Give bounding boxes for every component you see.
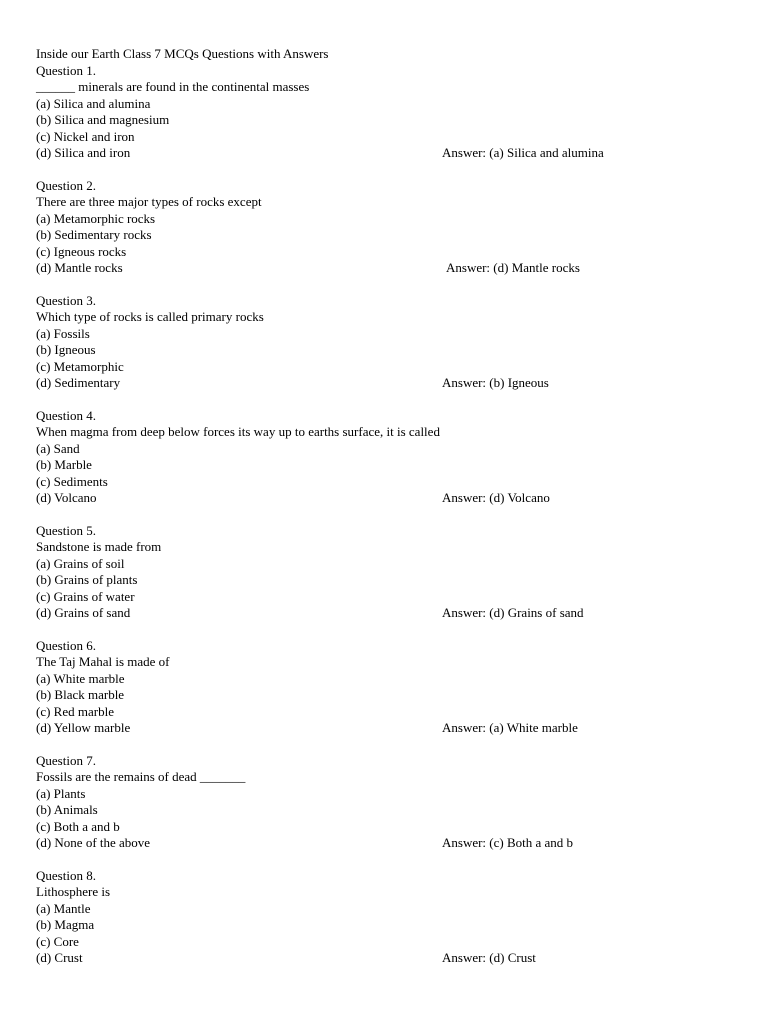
- question-label: Question 6.: [36, 637, 96, 653]
- question-label: Question 3.: [36, 292, 96, 308]
- document-title: Inside our Earth Class 7 MCQs Questions with Answers: [36, 46, 329, 61]
- question-text: Fossils are the remains of dead _______: [36, 769, 246, 784]
- answer: Answer: (b) Igneous: [442, 375, 549, 390]
- question-block: [36, 178, 736, 277]
- option-b: (b) Animals: [36, 802, 98, 817]
- question-label: Question 5.: [36, 522, 96, 538]
- option-row-last: [36, 260, 736, 277]
- option-d: (d) Volcano: [36, 490, 97, 505]
- question-block: [36, 63, 736, 162]
- option-b: (b) Silica and magnesium: [36, 112, 170, 127]
- option-a: (a) White marble: [36, 670, 125, 686]
- question-block: [36, 408, 736, 507]
- question-label: Question 4.: [36, 407, 96, 423]
- question-text: Sandstone is made from: [36, 539, 162, 554]
- option-b: (b) Marble: [36, 457, 92, 472]
- option-a: (a) Metamorphic rocks: [36, 210, 156, 226]
- option-d: (d) Grains of sand: [36, 605, 131, 620]
- option-a: (a) Mantle: [36, 900, 91, 916]
- option-c: (c) Core: [36, 933, 79, 949]
- answer: Answer: (a) Silica and alumina: [442, 145, 604, 160]
- question-label: Question 2.: [36, 177, 96, 193]
- option-d: (d) Crust: [36, 950, 83, 965]
- option-a: (a) Plants: [36, 785, 86, 801]
- option-row-last: [36, 145, 736, 162]
- question-text: Which type of rocks is called primary rocks: [36, 309, 264, 324]
- option-row-last: [36, 950, 736, 967]
- answer: Answer: (d) Volcano: [442, 490, 550, 505]
- option-row-last: [36, 720, 736, 737]
- option-a: (a) Fossils: [36, 325, 90, 341]
- option-a: (a) Sand: [36, 440, 80, 456]
- option-d: (d) Silica and iron: [36, 145, 131, 160]
- option-d: (d) Mantle rocks: [36, 260, 123, 275]
- question-block: [36, 523, 736, 622]
- option-b: (b) Grains of plants: [36, 572, 138, 587]
- question-block: [36, 638, 736, 737]
- option-c: (c) Grains of water: [36, 588, 135, 604]
- question-text: The Taj Mahal is made of: [36, 654, 170, 669]
- option-row-last: [36, 375, 736, 392]
- option-c: (c) Nickel and iron: [36, 128, 135, 144]
- question-block: [36, 293, 736, 392]
- option-d: (d) None of the above: [36, 835, 151, 850]
- question-label: Question 7.: [36, 752, 96, 768]
- question-text: Lithosphere is: [36, 884, 111, 899]
- answer: Answer: (d) Grains of sand: [442, 605, 584, 620]
- question-text: There are three major types of rocks except: [36, 194, 262, 209]
- question-label: Question 8.: [36, 867, 96, 883]
- question-block: [36, 868, 736, 967]
- question-block: [36, 753, 736, 852]
- option-d: (d) Sedimentary: [36, 375, 121, 390]
- option-b: (b) Igneous: [36, 342, 96, 357]
- option-c: (c) Igneous rocks: [36, 243, 127, 259]
- option-a: (a) Silica and alumina: [36, 95, 151, 111]
- question-text: When magma from deep below forces its way up to earths surface, it is called: [36, 424, 440, 439]
- option-b: (b) Magma: [36, 917, 95, 932]
- answer: Answer: (a) White marble: [442, 720, 578, 735]
- option-row-last: [36, 490, 736, 507]
- option-c: (c) Sediments: [36, 473, 108, 489]
- answer: Answer: (c) Both a and b: [442, 835, 574, 850]
- option-c: (c) Red marble: [36, 703, 114, 719]
- option-c: (c) Metamorphic: [36, 358, 124, 374]
- answer: Answer: (d) Crust: [442, 950, 536, 965]
- option-row-last: [36, 605, 736, 622]
- option-d: (d) Yellow marble: [36, 720, 131, 735]
- question-text: ______ minerals are found in the continental masses: [36, 79, 310, 94]
- option-b: (b) Sedimentary rocks: [36, 227, 152, 242]
- question-label: Question 1.: [36, 62, 96, 78]
- option-b: (b) Black marble: [36, 687, 125, 702]
- option-a: (a) Grains of soil: [36, 555, 125, 571]
- option-row-last: [36, 835, 736, 852]
- option-c: (c) Both a and b: [36, 818, 120, 834]
- answer: Answer: (d) Mantle rocks: [446, 260, 580, 275]
- document-page: [36, 46, 736, 983]
